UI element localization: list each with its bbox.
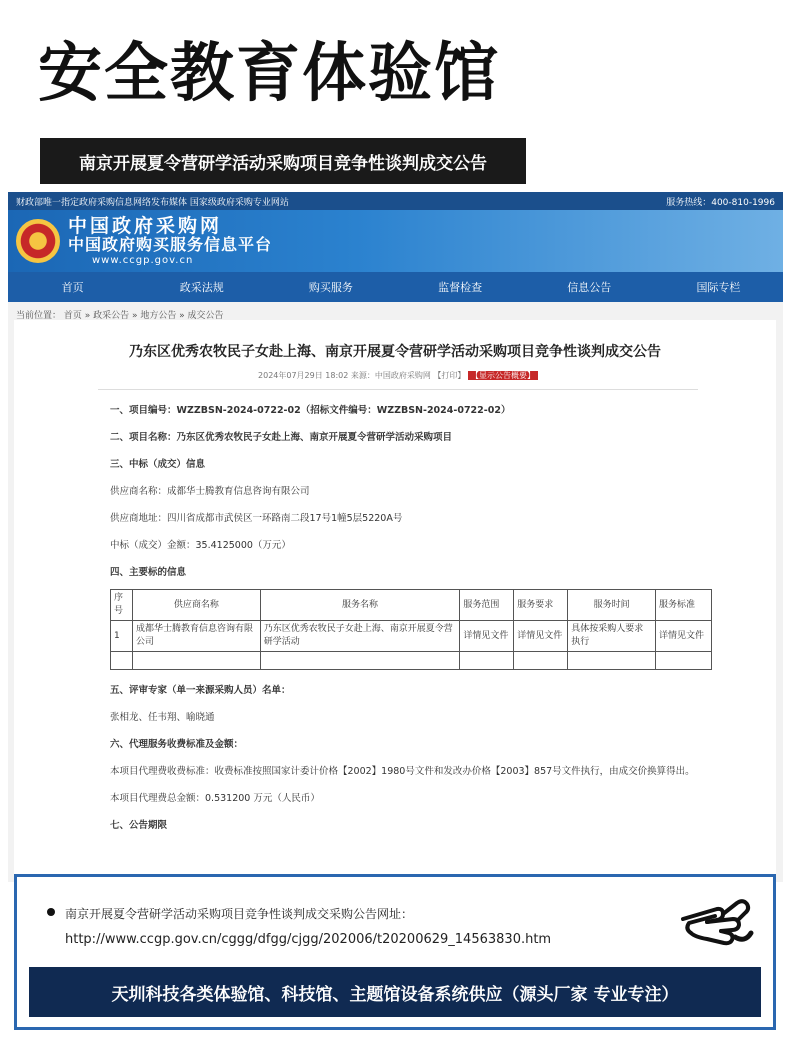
expert-names: 张相龙、任韦翔、喻晓通 [110,712,215,723]
table-header: 服务标准 [656,590,712,621]
table-header: 服务名称 [260,590,460,621]
table-cell: 详情见文件 [460,621,514,652]
table-header: 服务范围 [460,590,514,621]
article [14,320,776,882]
table-cell: 1 [111,621,133,652]
subtitle-banner: 南京开展夏令营研学活动采购项目竞争性谈判成交公告 [40,138,526,184]
table-cell-empty [460,652,514,670]
site-names [68,216,272,267]
site-topbar [8,192,783,210]
topbar-left-text: 财政部唯一指定政府采购信息网络发布媒体 国家级政府采购专业网站 [16,197,289,208]
table-cell-empty [132,652,260,670]
table-cell-empty [656,652,712,670]
breadcrumb[interactable]: 当前位置： 首页 » 政采公告 » 地方公告 » 成交公告 [16,310,224,321]
article-body [28,404,762,832]
items-table [110,589,712,670]
site-name-secondary: 中国政府购买服务信息平台 [68,234,273,254]
article-meta-text: 2024年07月29日 18:02 来源：中国政府采购网 【打印】 [258,371,466,380]
site-header [8,210,783,272]
section-main-items: 四、主要标的信息 [110,567,187,578]
table-header: 服务时间 [568,590,656,621]
table-cell: 详情见文件 [656,621,712,652]
summary-tag[interactable]: 【显示公告概要】 [468,371,538,380]
section-experts: 五、评审专家（单一来源采购人员）名单： [110,685,291,696]
cta-banner: 天圳科技各类体验馆、科技馆、主题馆设备系统供应（源头厂家 专业专注） [29,967,761,1017]
table-empty-row [111,652,712,670]
site-url: www.ccgp.gov.cn [92,254,194,266]
table-row [111,621,712,652]
table-header: 服务要求 [514,590,568,621]
emblem-icon [16,219,60,263]
nav-announcements[interactable]: 信息公告 [567,281,612,294]
table-cell-empty [568,652,656,670]
nav-international[interactable]: 国际专栏 [696,281,741,294]
agency-fee-total: 本项目代理费总金额：0.531200 万元（人民币） [110,793,320,804]
table-cell-empty [260,652,460,670]
nav-regulations[interactable]: 政采法规 [179,281,224,294]
table-cell: 乃东区优秀农牧民子女赴上海、南京开展夏令营研学活动 [260,621,460,652]
main-nav [8,272,783,302]
agency-fee-standard: 本项目代理费收费标准：收费标准按照国家计委计价格【2002】1980号文件和发改办价格【2003】857号文件执行，由成交价换算得出。 [110,766,695,777]
hand-pointer-icon [677,889,757,951]
nav-home[interactable]: 首页 [61,281,84,294]
supplier-address: 供应商地址：四川省成都市武侯区一环路南二段17号1幢5层5220A号 [110,513,403,524]
page-title: 安全教育体验馆 [38,37,500,111]
table-cell-empty [111,652,133,670]
section-award-info: 三、中标（成交）信息 [110,459,206,470]
nav-services[interactable]: 购买服务 [308,281,353,294]
project-number: 一、项目编号：WZZBSN-2024-0722-02（招标文件编号：WZZBSN-2024-0722-02） [110,405,511,416]
bullet-icon [47,908,55,916]
nav-supervision[interactable]: 监督检查 [438,281,483,294]
table-cell: 详情见文件 [514,621,568,652]
supplier-name: 供应商名称：成都华士腾教育信息咨询有限公司 [110,486,310,497]
hotline-text: 服务热线：400-810-1996 [666,197,775,208]
announcement-url-label: 南京开展夏令营研学活动采购项目竞争性谈判成交采购公告网址： [65,907,414,921]
site-name[interactable]: 中国政府采购网 [68,214,223,237]
announcement-url-link[interactable]: http://www.ccgp.gov.cn/cggg/dfgg/cjgg/202006/t20200629_14563830.htm [65,932,552,947]
table-cell-empty [514,652,568,670]
footer-box [14,874,776,1030]
table-header-row [111,590,712,621]
article-title: 乃东区优秀农牧民子女赴上海、南京开展夏令营研学活动采购项目竞争性谈判成交公告 [129,344,661,360]
article-meta [98,370,698,390]
table-cell: 具体按采购人要求执行 [568,621,656,652]
section-agency-fee: 六、代理服务收费标准及金额： [110,739,244,750]
section-notice-period: 七、公告期限 [110,820,168,831]
table-header: 序号 [111,590,133,621]
award-amount: 中标（成交）金额：35.4125000（万元） [110,540,291,551]
project-name: 二、项目名称：乃东区优秀农牧民子女赴上海、南京开展夏令营研学活动采购项目 [110,432,453,443]
table-header: 供应商名称 [132,590,260,621]
table-cell: 成都华士腾教育信息咨询有限公司 [132,621,260,652]
screenshot-panel [8,192,783,882]
